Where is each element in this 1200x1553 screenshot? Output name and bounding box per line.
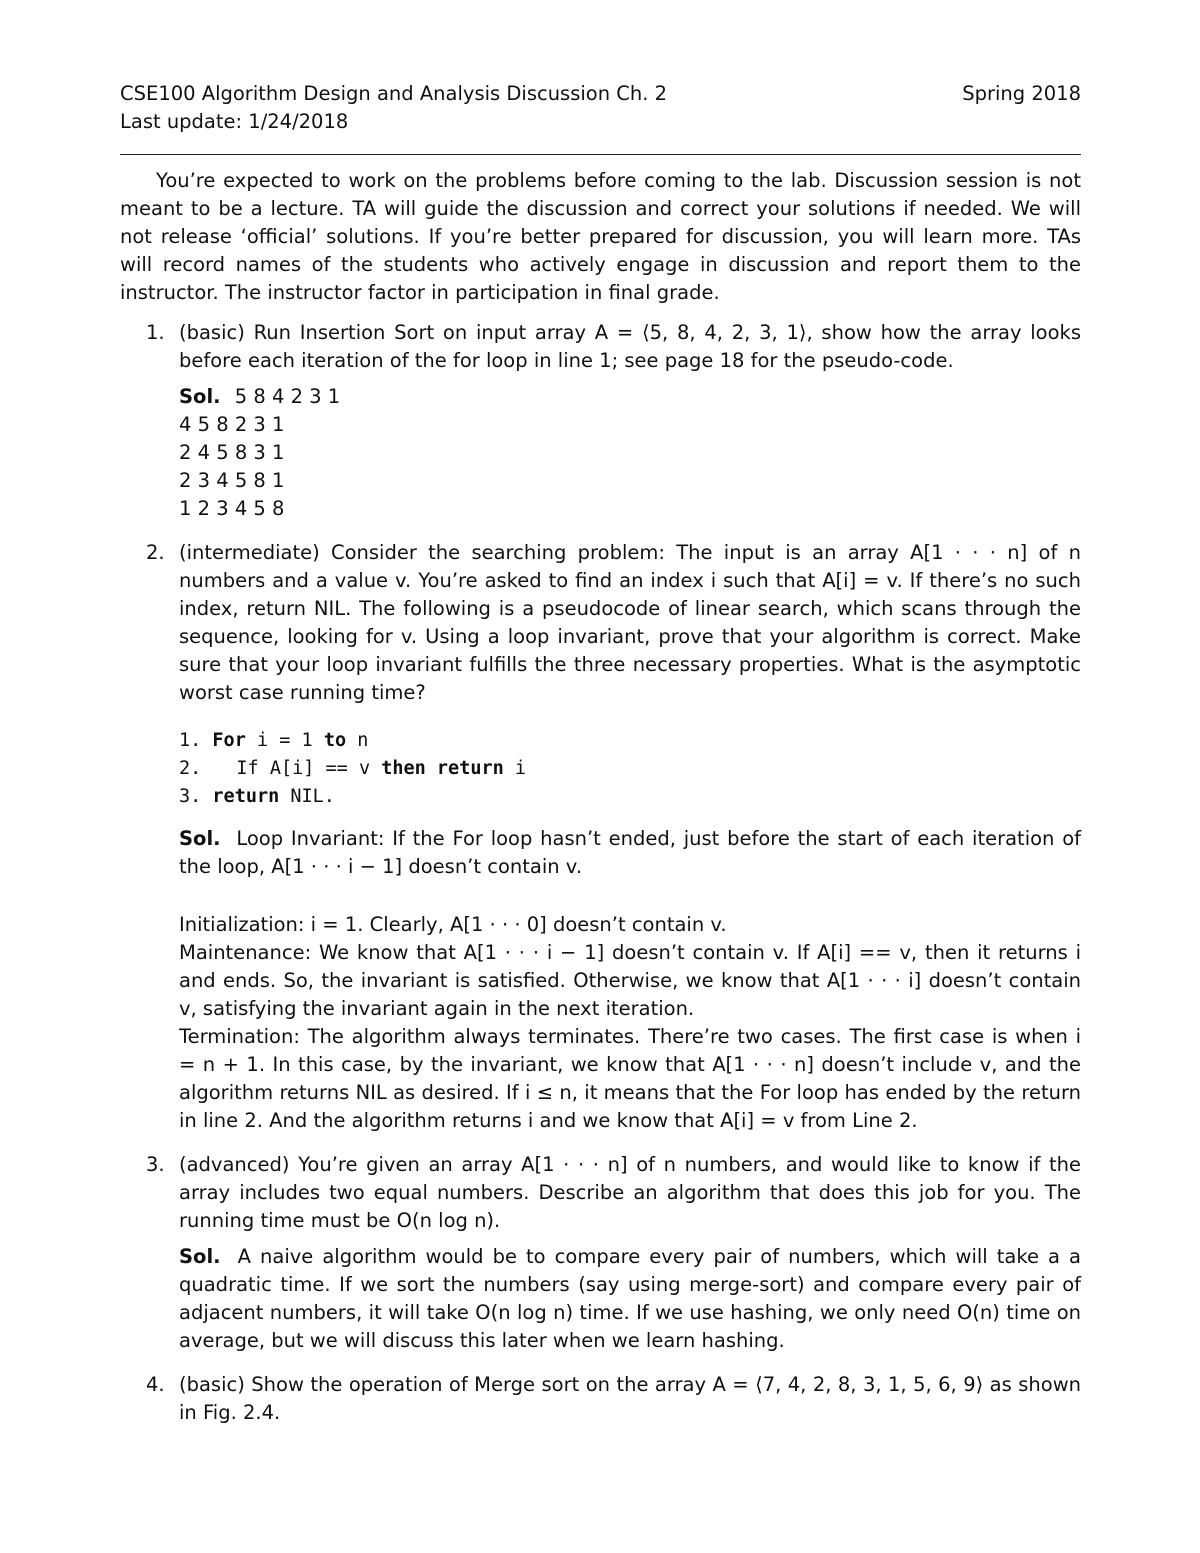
problem-list	[120, 319, 1081, 1427]
problem-number: 4.	[146, 1373, 165, 1396]
problem-4	[120, 1371, 1081, 1427]
page-header	[120, 80, 1081, 136]
sol-label: Sol.	[179, 385, 221, 408]
problem-2	[120, 539, 1081, 1135]
array-row: 4 5 8 2 3 1	[179, 413, 285, 436]
maintenance: Maintenance: We know that A[1 · · · i − 1] doesn’t contain v. If A[i] == v, then it returns i and ends. So, the invariant is satisfied. Otherwise, we know that A[1 · · · i] doesn’t contain v, satisfying the invariant again in the next iteration.	[179, 941, 1081, 1020]
solution-text: A naive algorithm would be to compare every pair of numbers, which will take a a quadratic time. If we sort the numbers (say using merge-sort) and compare every pair of adjacent numbers, it will take O(n log n) time. If we use hashing, we only need O(n) time on average, but we will discuss this later when we learn hashing.	[179, 1245, 1081, 1352]
array-row: 5 8 4 2 3 1	[234, 385, 341, 408]
problem-text: (advanced) You’re given an array A[1 · · · n] of n numbers, and would like to know if the array includes two equal numbers. Describe an algorithm that does this job for you. The running time must be O(n log n).	[179, 1153, 1081, 1232]
loop-invariant: Loop Invariant: If the For loop hasn’t ended, just before the start of each iteration of the loop, A[1 · · · i − 1] doesn’t contain v.	[179, 827, 1081, 878]
problem-text: (basic) Run Insertion Sort on input array A = ⟨5, 8, 4, 2, 3, 1⟩, show how the array looks before each iteration of the for loop in line 1; see page 18 for the pseudo-code.	[179, 321, 1081, 372]
problem-1	[120, 319, 1081, 523]
last-update: Last update: 1/24/2018	[120, 110, 349, 133]
problem-number: 2.	[146, 541, 165, 564]
termination: Termination: The algorithm always terminates. There’re two cases. The first case is when i = n + 1. In this case, by the invariant, we know that A[1 · · · n] doesn’t include v, and the algorithm returns NIL as desired. If i ≤ n, it means that the For loop has ended by the return in line 2. And the algorithm returns i and we know that A[i] = v from Line 2.	[179, 1025, 1081, 1132]
array-row: 2 4 5 8 3 1	[179, 441, 285, 464]
problem-text: (intermediate) Consider the searching problem: The input is an array A[1 · · · n] of n numbers and a value v. You’re asked to find an index i such that A[i] = v. If there’s no such index, return NIL. The following is a pseudocode of linear search, which scans through the sequence, looking for v. Using a loop invariant, prove that your algorithm is correct. Make sure that your loop invariant fulfills the three necessary properties. What is the asymptotic worst case running time?	[179, 541, 1081, 704]
problem-number: 1.	[146, 321, 165, 344]
code-line-3: 3. return NIL.	[179, 786, 335, 807]
code-line-1: 1. For i = 1 to n	[179, 730, 369, 751]
header-rule	[120, 154, 1081, 155]
problem-3	[120, 1151, 1081, 1355]
term-label: Spring 2018	[962, 82, 1081, 105]
intro-paragraph: You’re expected to work on the problems before coming to the lab. Discussion session is not meant to be a lecture. TA will guide the discussion and correct your solutions if needed. We will not release ‘official’ solutions. If you’re better prepared for discussion, you will learn more. TAs will record names of the students who actively engage in discussion and report them to the instructor. The instructor factor in participation in final grade.	[120, 169, 1081, 304]
problem-text: (basic) Show the operation of Merge sort on the array A = ⟨7, 4, 2, 8, 3, 1, 5, 6, 9⟩ as shown in Fig. 2.4.	[179, 1373, 1081, 1424]
problem-number: 3.	[146, 1153, 165, 1176]
solution-3	[179, 1243, 1081, 1355]
pseudocode-block	[179, 727, 1081, 811]
sol-label: Sol.	[179, 1245, 221, 1268]
course-title: CSE100 Algorithm Design and Analysis Discussion Ch. 2	[120, 82, 668, 105]
sol-label: Sol.	[179, 827, 221, 850]
array-row: 2 3 4 5 8 1	[179, 469, 285, 492]
solution-2	[179, 825, 1081, 1135]
code-line-2: 2. If A[i] == v then return i	[179, 758, 527, 779]
document-page	[120, 80, 1081, 1443]
array-row: 1 2 3 4 5 8	[179, 497, 285, 520]
solution-1	[179, 383, 1081, 523]
initialization: Initialization: i = 1. Clearly, A[1 · · · 0] doesn’t contain v.	[179, 913, 727, 936]
